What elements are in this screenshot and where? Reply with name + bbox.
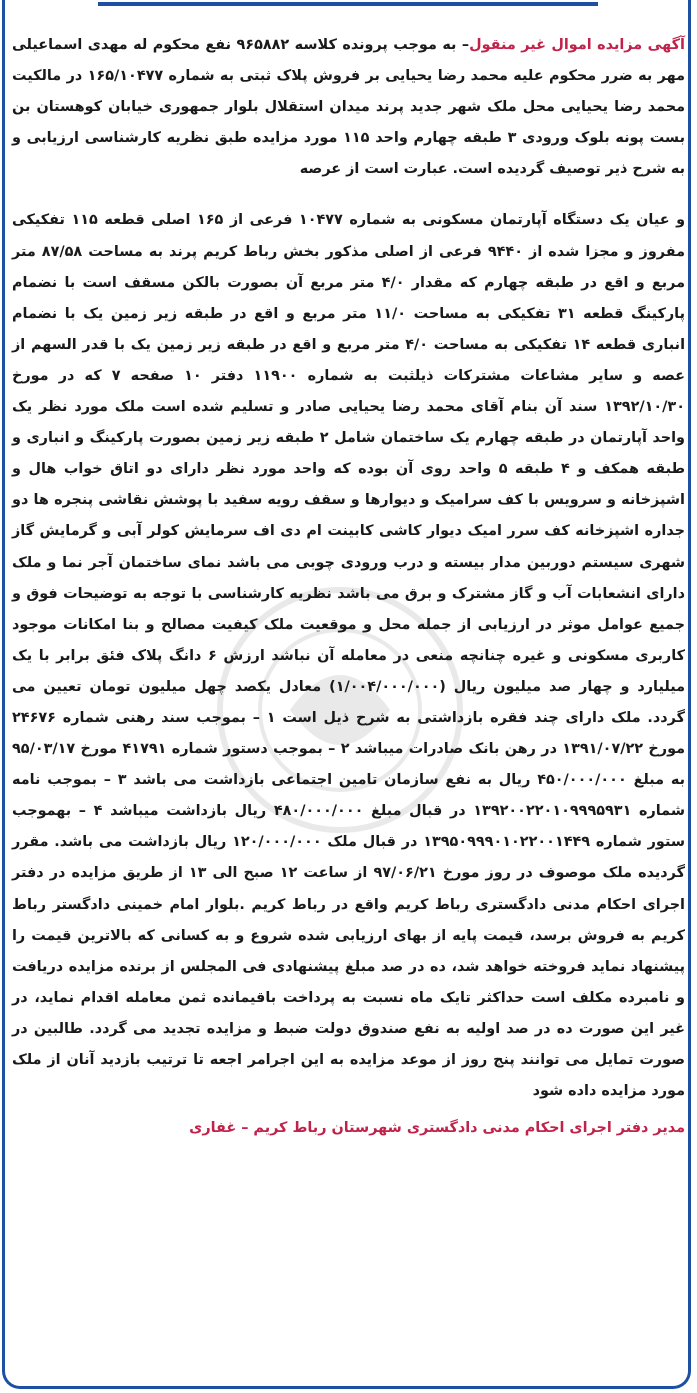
top-rule [98,2,598,6]
notice-signature: مدیر دفتر اجرای احکام مدنی دادگستری شهرستان رباط کریم – غفاری [189,1120,685,1137]
notice-paragraph-intro [12,30,685,185]
notice-paragraph-details: و عیان یک دستگاه آپارتمان مسکونی به شماره ۱۰۴۷۷ فرعی از ۱۶۵ اصلی قطعه ۱۱۵ تفکیکی مفروز و مجزا شده از ۹۴۴۰ فرعی از اصلی مذکور بخش رباط کریم پرند به مساحت ۸۷/۵۸ متر مربع و اقع در طبقه چهارم که مقدار ۴/۰ متر مربع آن بصورت بالکن مسقف است با نضمام پارکینگ قطعه ۳۱ تفکیکی به مساحت ۱۱/۰ متر مربع و اقع در طبقه زیر زمین یک با نضمام انباری قطعه ۱۴ تفکیکی به مساحت ۴/۰ متر مربع و اقع در طبقه زیر زمین یک با قدر السهم از عصه و سایر مشاعات مشترکات ذیلثبت به شماره ۱۱۹۰۰ دفتر ۱۰ صفحه ۷ که در مورخ ۱۳۹۲/۱۰/۳۰ سند آن بنام آقای محمد رضا یحیایی صادر و تسلیم شده است ملک مورد نظر یک واحد آپارتمان در طبقه چهارم یک ساختمان شامل ۲ طبقه زیر زمین بصورت پارکینگ و انباری و طبقه همکف و ۴ طبقه ۵ واحد روی آن بوده که واحد مورد نظر دارای دو اتاق خواب هال و اشپزخانه و سرویس با کف سرامیک و دیوارها و سقف رویه سفید با پوشش نقاشی پنجره ها دو جداره اشپزخانه کف سرر امیک دیوار کاشی کابینت ام دی اف سرمایش کولر آبی و گرمایش گاز شهری سیستم دوربین مدار بیسته و درب ورودی چوبی می باشد نمای ساختمان آجر نما و ملک دارای انشعابات آب و گاز مشترک و برق می باشد نظریه کارشناسی با توجه به توضیحات فوق و جمیع عوامل موثر در ارزیابی از جمله محل و موقعیت ملک کیفیت مصالح و بنا امکانات موجود کاربری مسکونی و غیره چنانچه منعی در معامله آن نباشد ارزش ۶ دانگ پلاک فئق برابر با یک میلیارد و چهار صد میلیون ریال (۱/۰۰۴/۰۰۰/۰۰۰) معادل یکصد چهل میلیون تومان تعیین می گردد. ملک دارای چند فقره بازداشتی به شرح ذیل است ۱ – بموجب سند رهنی شماره ۲۴۶۷۶ مورخ ۱۳۹۱/۰۷/۲۲ در رهن بانک صادرات میباشد ۲ – بموجب دستور شماره ۴۱۷۹۱ مورخ ۹۵/۰۳/۱۷ به مبلغ ۴۵۰/۰۰۰/۰۰۰ ریال به نفع سازمان تامین اجتماعی بازداشت می باشد ۳ – بموجب نامه شماره ۱۳۹۲۰۰۲۲۰۱۰۹۹۹۵۹۳۱ در قبال مبلغ ۴۸۰/۰۰۰/۰۰۰ ریال بازداشت میباشد ۴ – بهموجب ستور شماره ۱۳۹۵۰۹۹۹۰۱۰۲۲۰۰۱۴۴۹ در قبال ملک ۱۲۰/۰۰۰/۰۰۰ ریال بازداشت می باشد. مقرر گردیده ملک موصوف در روز مورخ ۹۷/۰۶/۲۱ از ساعت ۱۲ صبح الی ۱۳ از طریق مزایده در دفتر اجرای احکام مدنی دادگستری رباط کریم واقع در رباط کریم .بلوار امام خمینی دادگستر رباط کریم به فروش برسد، قیمت پایه از بهای ارزیابی شده شروع و به کسانی که بالاترین قیمت را پیشنهاد نماید فروخته خواهد شد، ده در صد مبلغ پیشنهادی فی المجلس از برنده مزایده دریافت و نامبرده مکلف است حداکثر تایک ماه نسبت به پرداخت باقیمانده ثمن معامله اقدام نماید، در غیر این صورت ده در صد اولیه به نفع صندوق دولت ضبط و مزایده تجدید می گردد. طالبین در صورت تمایل می توانند پنج روز از موعد مزایده به این اجرامر اجعه تا ترتیب بازدید آنان از ملک مورد مزایده داده شود [12,212,686,1100]
notice-heading: آگهی مزایده اموال غیر منقول [469,37,685,53]
notice-intro-text: – به موجب پرونده کلاسه ۹۶۵۸۸۲ نفع محکوم له مهدی اسماعیلی مهر به ضرر محکوم علیه محمد رضا یحیایی بر فروش پلاک ثبتی به شماره ۱۶۵/۱۰۴۷۷ در مالکیت محمد رضا یحیایی محل ملک شهر جدید پرند میدان استقلال بلوار جمهوری خیابان کوهستان بن بست پونه بلوک ورودی ۳ طبقه چهارم واحد ۱۱۵ مورد مزایده طبق نظریه کارشناسی ارزیابی و به شرح ذیر توصیف گردیده است. عبارت است از عرصه [12,37,685,178]
notice-content [12,30,685,1144]
